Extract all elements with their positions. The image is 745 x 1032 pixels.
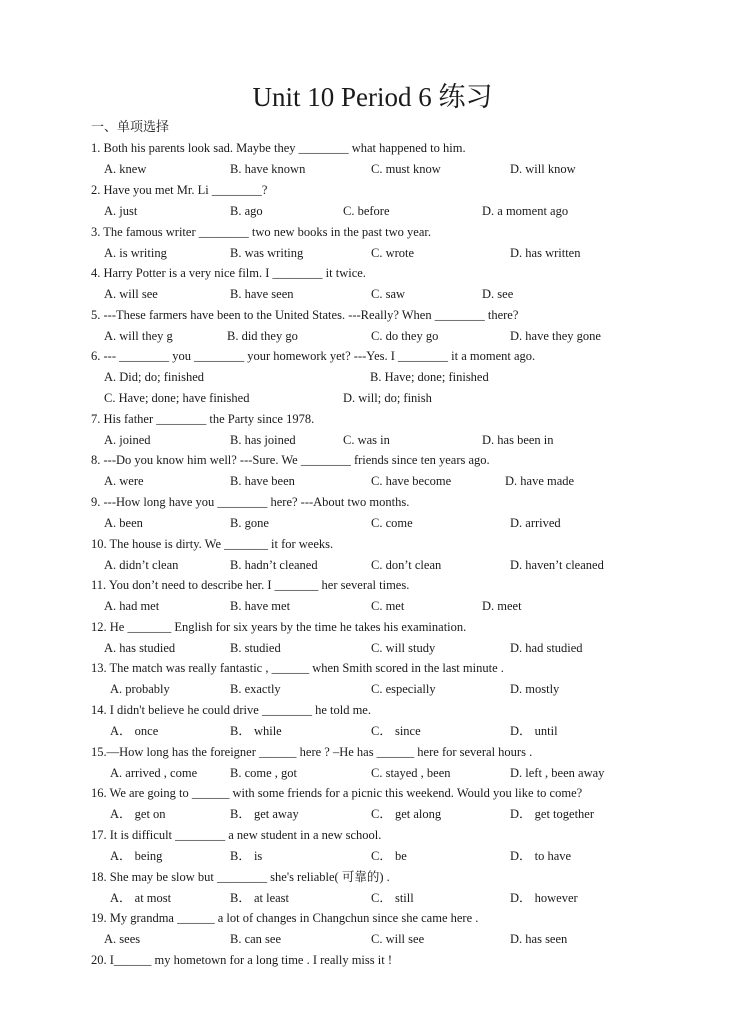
answer-option: B. ago — [230, 204, 263, 218]
answer-option: C. met — [371, 599, 405, 613]
question-stem: 19. My grandma ______ a lot of changes in Changchun since she came here . — [91, 911, 479, 925]
answer-option: A． at most — [110, 891, 172, 905]
answer-option: C． be — [371, 849, 407, 863]
answer-option: D. haven’t cleaned — [510, 558, 604, 572]
answer-option: C． still — [371, 891, 414, 905]
section-heading: 一、单项选择 — [91, 120, 170, 135]
answer-option: B. was writing — [230, 246, 304, 260]
answer-option: B． get away — [230, 807, 299, 821]
answer-option: A. is writing — [104, 246, 167, 260]
answer-option: D. will; do; finish — [343, 391, 432, 405]
answer-option: A. been — [104, 516, 143, 530]
answer-option: C. must know — [371, 162, 441, 176]
answer-option: A. joined — [104, 433, 151, 447]
question-stem: 11. You don’t need to describe her. I _______ her several times. — [91, 578, 410, 592]
answer-option: B. hadn’t cleaned — [230, 558, 318, 572]
answer-option: D． get together — [510, 807, 595, 821]
answer-option: A. arrived , come — [110, 766, 198, 780]
answer-option: C. will study — [371, 641, 436, 655]
answer-option: C. was in — [343, 433, 390, 447]
answer-option: A． get on — [110, 807, 166, 821]
question-stem: 9. ---How long have you ________ here? ---About two months. — [91, 495, 410, 509]
question-stem: 15.—How long has the foreigner ______ here ? –He has ______ here for several hours . — [91, 745, 533, 759]
answer-option: D. have they gone — [510, 329, 601, 343]
question-stem: 13. The match was really fantastic , ______ when Smith scored in the last minute . — [91, 661, 504, 675]
answer-option: A. knew — [104, 162, 147, 176]
answer-option: D. has seen — [510, 932, 568, 946]
answer-option: A. will they g — [104, 329, 173, 343]
answer-option: A. were — [104, 474, 144, 488]
answer-option: D. arrived — [510, 516, 561, 530]
answer-option: A. didn’t clean — [104, 558, 179, 572]
answer-option: C. stayed , been — [371, 766, 451, 780]
answer-option: B． at least — [230, 891, 290, 905]
answer-option: A. sees — [104, 932, 141, 946]
answer-option: C. saw — [371, 287, 406, 301]
answer-option: D. had studied — [510, 641, 583, 655]
question-stem: 18. She may be slow but ________ she's reliable( 可靠的) . — [91, 870, 390, 884]
answer-option: D. mostly — [510, 682, 560, 696]
answer-option: A. had met — [104, 599, 160, 613]
answer-option: A. will see — [104, 287, 158, 301]
answer-option: A． once — [110, 724, 159, 738]
answer-option: B. have seen — [230, 287, 294, 301]
answer-option: B． while — [230, 724, 282, 738]
question-stem: 5. ---These farmers have been to the United States. ---Really? When ________ there? — [91, 308, 519, 322]
question-stem: 10. The house is dirty. We _______ it for weeks. — [91, 537, 334, 551]
answer-option: D. has written — [510, 246, 581, 260]
answer-option: D. meet — [482, 599, 522, 613]
answer-option: C. wrote — [371, 246, 415, 260]
question-stem: 3. The famous writer ________ two new books in the past two year. — [91, 225, 431, 239]
answer-option: B. have known — [230, 162, 306, 176]
question-stem: 2. Have you met Mr. Li ________? — [91, 183, 268, 197]
answer-option: B. Have; done; finished — [370, 370, 489, 384]
answer-option: D. has been in — [482, 433, 554, 447]
answer-option: D． however — [510, 891, 578, 905]
answer-option: A. probably — [110, 682, 170, 696]
question-stem: 4. Harry Potter is a very nice film. I ________ it twice. — [91, 266, 366, 280]
answer-option: A． being — [110, 849, 163, 863]
answer-option: C. don’t clean — [371, 558, 442, 572]
answer-option: B. can see — [230, 932, 282, 946]
answer-option: A. Did; do; finished — [104, 370, 204, 384]
answer-option: B. did they go — [227, 329, 298, 343]
answer-option: B. have met — [230, 599, 291, 613]
answer-option: D． until — [510, 724, 558, 738]
answer-option: B. exactly — [230, 682, 281, 696]
question-stem: 7. His father ________ the Party since 1978. — [91, 412, 315, 426]
question-stem: 6. --- ________ you ________ your homework yet? ---Yes. I ________ it a moment ago. — [91, 349, 536, 363]
answer-option: B． is — [230, 849, 263, 863]
question-stem: 17. It is difficult ________ a new student in a new school. — [91, 828, 382, 842]
answer-option: C. do they go — [371, 329, 439, 343]
question-stem: 20. I______ my hometown for a long time . I really miss it ! — [91, 953, 392, 967]
question-stem: 8. ---Do you know him well? ---Sure. We ________ friends since ten years ago. — [91, 453, 490, 467]
question-stem: 12. He _______ English for six years by the time he takes his examination. — [91, 620, 467, 634]
answer-option: B. come , got — [230, 766, 298, 780]
answer-option: C. will see — [371, 932, 425, 946]
answer-option: B. have been — [230, 474, 295, 488]
question-stem: 1. Both his parents look sad. Maybe they ________ what happened to him. — [91, 141, 466, 155]
question-stem: 14. I didn't believe he could drive ________ he told me. — [91, 703, 371, 717]
answer-option: C． since — [371, 724, 421, 738]
answer-option: C. Have; done; have finished — [104, 391, 250, 405]
answer-option: C. before — [343, 204, 390, 218]
answer-option: A. has studied — [104, 641, 176, 655]
answer-option: B. studied — [230, 641, 281, 655]
answer-option: C. have become — [371, 474, 452, 488]
answer-option: B. has joined — [230, 433, 296, 447]
answer-option: B. gone — [230, 516, 269, 530]
answer-option: C. especially — [371, 682, 436, 696]
answer-option: D． to have — [510, 849, 572, 863]
answer-option: C． get along — [371, 807, 442, 821]
answer-option: D. see — [482, 287, 514, 301]
page-title: Unit 10 Period 6 练习 — [252, 82, 493, 112]
question-stem: 16. We are going to ______ with some friends for a picnic this weekend. Would you like to come? — [91, 786, 583, 800]
answer-option: C. come — [371, 516, 413, 530]
answer-option: D. will know — [510, 162, 576, 176]
answer-option: A. just — [104, 204, 138, 218]
answer-option: D. a moment ago — [482, 204, 569, 218]
answer-option: D. have made — [505, 474, 575, 488]
answer-option: D. left , been away — [510, 766, 605, 780]
